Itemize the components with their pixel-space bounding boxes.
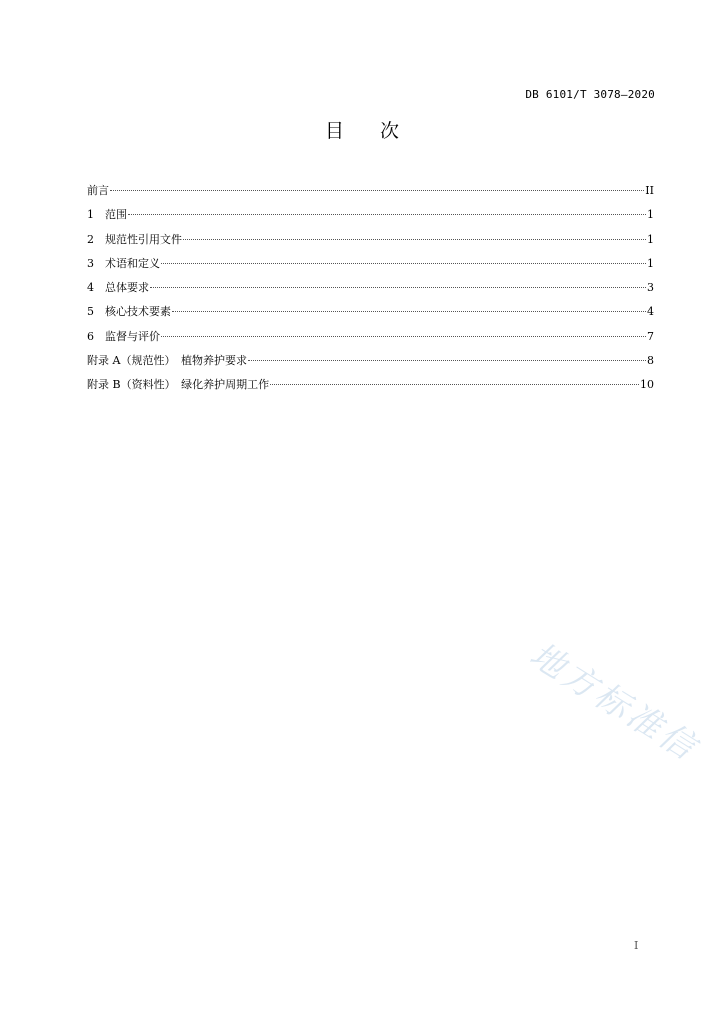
toc-entry-label: 监督与评价: [105, 329, 160, 343]
toc-entry-number: 2: [87, 232, 94, 246]
toc-entry-label: 附录 B（资料性） 绿化养护周期工作: [87, 378, 270, 392]
toc-entry-label: 核心技术要素: [105, 305, 171, 319]
toc-leader-dots: [161, 262, 646, 264]
toc-entry-supervision[interactable]: [87, 327, 654, 351]
toc-entry-number: 5: [87, 305, 94, 319]
toc-entry-normative-references[interactable]: [87, 230, 654, 254]
toc-leader-dots: [172, 310, 646, 312]
toc-entry-page: 1: [647, 232, 654, 246]
page-title: [0, 116, 724, 143]
toc-entry-label: 规范性引用文件: [105, 232, 182, 246]
toc-entry-page: 1: [647, 208, 654, 222]
toc-entry-number: 6: [87, 329, 94, 343]
toc-entry-number: 1: [87, 208, 94, 222]
toc-entry-label: 术语和定义: [105, 256, 160, 270]
toc-entry-page: II: [645, 184, 654, 197]
toc-leader-dots: [270, 383, 639, 385]
toc-entry-page: 7: [647, 329, 654, 343]
toc-leader-dots: [248, 359, 646, 361]
standard-code: DB 6101/T 3078—2020: [525, 88, 655, 101]
title-char-1: 目: [324, 120, 344, 142]
toc-entry-label: 总体要求: [105, 281, 149, 295]
toc-entry-page: 10: [640, 378, 654, 392]
toc-entry-foreword[interactable]: [87, 181, 654, 205]
toc-entry-label: 附录 A（规范性） 植物养护要求: [87, 354, 247, 368]
toc-entry-page: 4: [647, 305, 654, 319]
toc-entry-label: 前言: [87, 184, 109, 197]
toc-leader-dots: [150, 286, 646, 288]
toc-leader-dots: [128, 213, 646, 215]
toc-entry-label: 范围: [105, 208, 127, 222]
toc-entry-appendix-b[interactable]: [87, 375, 654, 399]
toc-entry-number: 3: [87, 256, 94, 270]
table-of-contents: [87, 181, 654, 400]
toc-entry-scope[interactable]: [87, 205, 654, 229]
toc-entry-number: 4: [87, 281, 94, 295]
toc-leader-dots: [110, 189, 644, 191]
toc-entry-page: 1: [647, 256, 654, 270]
toc-entry-page: 8: [647, 354, 654, 368]
toc-entry-terms[interactable]: [87, 254, 654, 278]
title-char-2: 次: [380, 120, 400, 142]
watermark: 地方标准信: [522, 634, 705, 770]
toc-entry-page: 3: [647, 281, 654, 295]
toc-entry-appendix-a[interactable]: [87, 351, 654, 375]
toc-entry-general-requirements[interactable]: [87, 278, 654, 302]
page-number: I: [634, 939, 639, 952]
toc-leader-dots: [161, 335, 646, 337]
toc-entry-core-technical-elements[interactable]: [87, 302, 654, 326]
toc-leader-dots: [183, 238, 646, 240]
